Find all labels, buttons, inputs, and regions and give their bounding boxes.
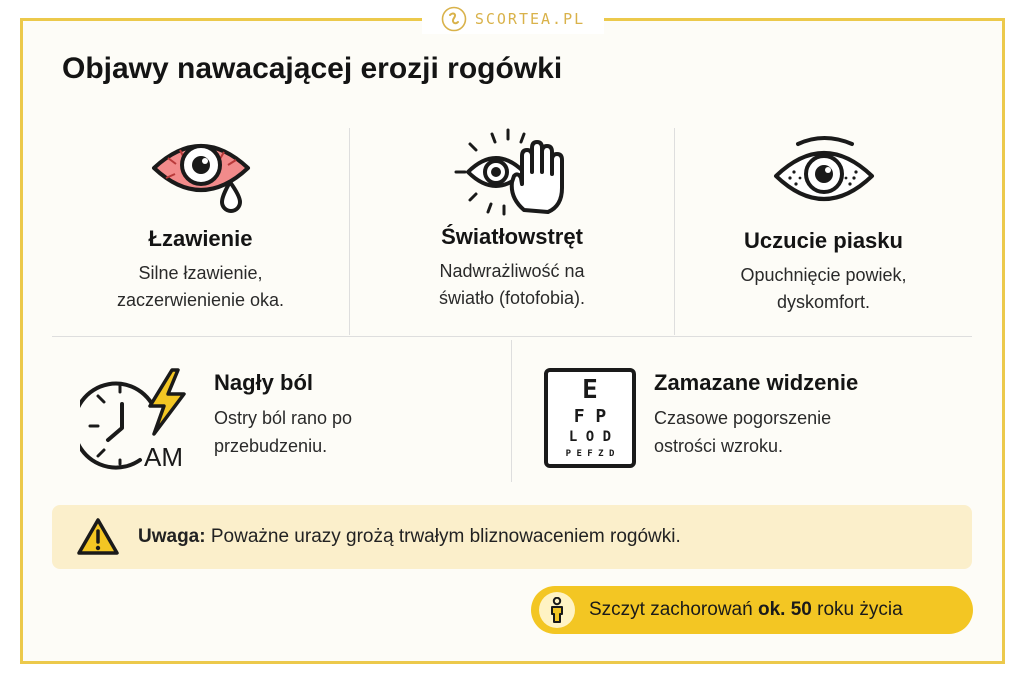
person-icon-wrap — [539, 592, 575, 628]
divider — [511, 340, 512, 482]
tearing-red-eye-icon — [146, 132, 256, 214]
symptom-card-sand — [675, 134, 972, 316]
warning-triangle-icon — [76, 517, 120, 557]
person-icon — [548, 597, 566, 623]
symptom-description — [675, 262, 972, 316]
symptom-desc-line: ostrości wzroku. — [654, 436, 784, 456]
symptom-card-sudden-pain — [80, 368, 352, 470]
symptom-desc-line: Czasowe pogorszenie — [654, 408, 832, 428]
light-sensitivity-eye-hand-icon — [452, 128, 572, 216]
symptom-title: Zamazane widzenie — [654, 370, 859, 395]
warning-banner — [52, 505, 972, 569]
symptom-card-tearing — [52, 132, 349, 314]
warning-message: Poważne urazy grożą trwałym bliznowaceniem rogówki. — [205, 526, 681, 547]
symptom-desc-line: zaczerwienienie oka. — [116, 290, 285, 310]
clock-lightning-icon — [80, 368, 196, 470]
peak-age-badge — [531, 586, 973, 634]
symptom-description — [654, 404, 858, 460]
brand-name: SCORTEA.PL — [474, 10, 586, 28]
eye-chart-icon — [544, 368, 636, 468]
scortea-logo — [441, 6, 467, 32]
chart-row: L O D — [568, 429, 612, 445]
divider — [52, 336, 972, 337]
symptom-description — [52, 260, 349, 314]
symptom-title: Światłowstręt — [441, 224, 583, 249]
symptom-card-blurred-vision — [544, 368, 858, 468]
page-title: Objawy nawacającej erozji rogówki — [62, 52, 563, 85]
symptom-title: Uczucie piasku — [744, 228, 903, 253]
chart-row: P E F Z D — [565, 449, 615, 459]
peak-text — [589, 599, 903, 621]
peak-suffix: roku życia — [811, 599, 903, 620]
brand-badge — [422, 4, 604, 34]
chart-row: F P — [573, 406, 607, 427]
chart-row: E — [582, 375, 598, 405]
symptom-card-photophobia — [350, 128, 674, 312]
symptom-desc-line: Opuchnięcie powiek, — [740, 265, 907, 285]
am-label: AM — [144, 442, 183, 470]
warning-label: Uwaga: — [138, 526, 206, 547]
peak-prefix: Szczyt zachorowań — [589, 599, 758, 620]
sand-eye-icon — [770, 134, 878, 214]
symptom-desc-line: dyskomfort. — [776, 292, 871, 312]
symptom-desc-line: światło (fotofobia). — [438, 288, 586, 308]
symptom-desc-line: Nadwrażliwość na — [439, 261, 585, 281]
symptom-desc-line: przebudzeniu. — [214, 436, 328, 456]
symptom-desc-line: Ostry ból rano po — [214, 408, 353, 428]
symptom-title: Łzawienie — [148, 226, 253, 251]
peak-value: ok. 50 — [757, 599, 812, 620]
symptom-title: Nagły ból — [214, 370, 314, 395]
symptom-description — [350, 258, 674, 312]
symptom-desc-line: Silne łzawienie, — [138, 263, 263, 283]
warning-text — [138, 526, 681, 548]
symptom-description — [214, 404, 352, 460]
